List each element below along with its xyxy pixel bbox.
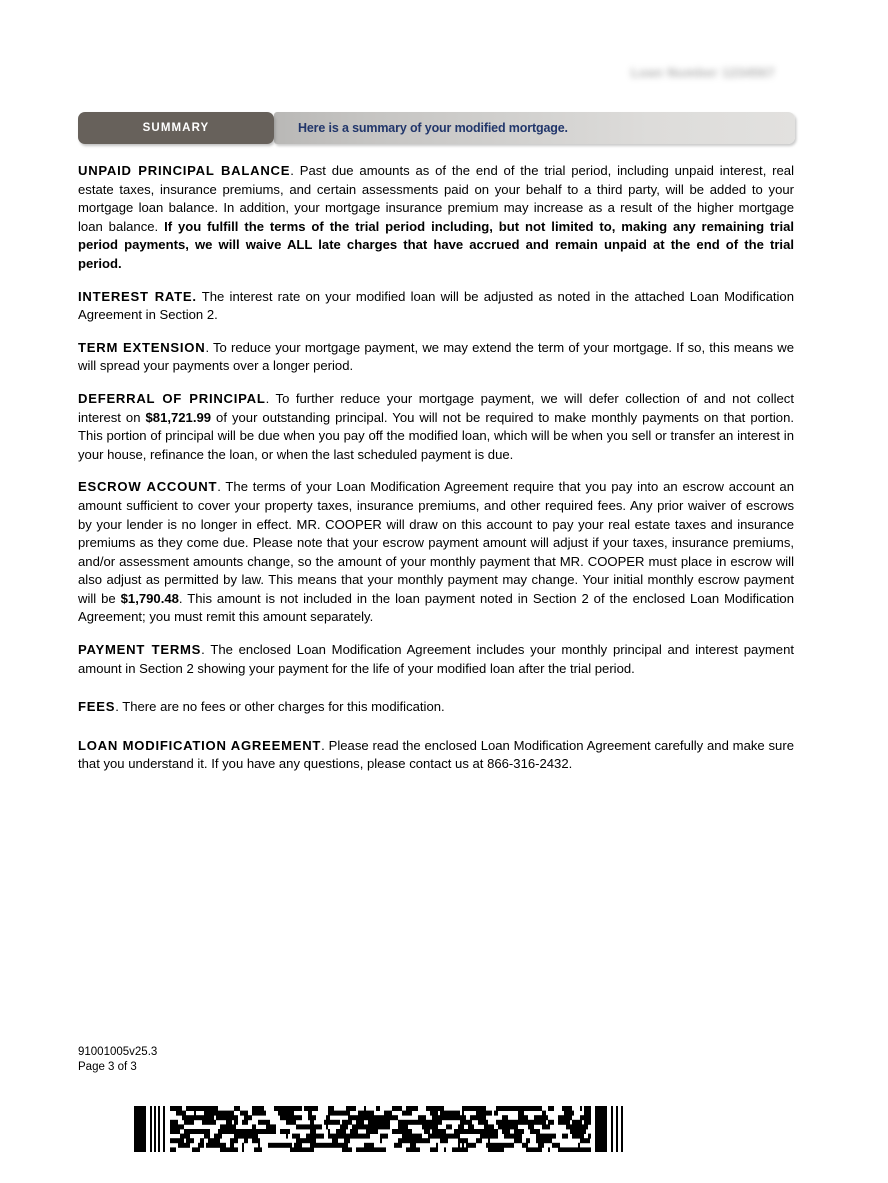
- section-payment-terms: [78, 641, 794, 678]
- section-interest-rate: [78, 288, 794, 325]
- loan-number-redacted: Loan Number 1234567: [630, 66, 776, 80]
- section-term: LOAN MODIFICATION AGREEMENT: [78, 737, 322, 753]
- section-text: . Please read the enclosed Loan Modification Agreement carefully and make sure that you understand it. If you have any questions, please contact us at 866-316-2432.: [78, 737, 794, 772]
- page-footer: [78, 1045, 157, 1074]
- section-text: . Past due amounts as of the end of the trial period, including unpaid interest, real estate taxes, insurance premiums, and certain assessments paid on your behalf to a third party, will be added to your mortgage loan balance. In addition, your mortgage insurance premium may increase as a result of the higher mortgage loan balance.: [78, 163, 794, 234]
- summary-tab: [78, 112, 274, 144]
- section-fees: [78, 698, 794, 717]
- section-text: The interest rate on your modified loan will be adjusted as noted in the attached Loan Modification Agreement in Section 2.: [78, 288, 794, 323]
- section-term: UNPAID PRINCIPAL BALANCE: [78, 163, 291, 178]
- section-text-after: . This amount is not included in the loan payment noted in Section 2 of the enclosed Loan Modification Agreement; you must remit this amount separately.: [78, 590, 794, 625]
- section-emphasis: If you fulfill the terms of the trial period including, but not limited to, making any remaining trial period payments, we will waive ALL late charges that have accrued and remain unpaid at the end of the trial period.: [78, 218, 795, 271]
- summary-header-band: [78, 112, 795, 144]
- pdf417-barcode: [132, 1106, 635, 1152]
- section-escrow-account: [78, 478, 794, 627]
- section-term: DEFERRAL OF PRINCIPAL: [78, 390, 266, 406]
- page-number: Page 3 of 3: [78, 1060, 137, 1073]
- deferred-principal-amount: $81,721.99: [145, 409, 212, 425]
- section-text: . To reduce your mortgage payment, we may extend the term of your mortgage. If so, this means we will spread your payments over a longer period.: [78, 339, 794, 374]
- section-term: ESCROW ACCOUNT: [78, 479, 218, 495]
- section-deferral-of-principal: [78, 390, 794, 464]
- section-unpaid-principal-balance: [78, 162, 794, 274]
- form-number: 91001005v25.3: [78, 1046, 158, 1058]
- section-term: PAYMENT TERMS: [78, 642, 202, 658]
- summary-tagline-bar: [274, 112, 795, 144]
- section-text: . The enclosed Loan Modification Agreement includes your monthly principal and interest payment amount in Section 2 showing your payment for the life of your modified loan after the trial period.: [78, 642, 794, 676]
- section-term: FEES: [78, 699, 116, 715]
- section-text-after: of your outstanding principal. You will not be required to make monthly payments on that portion. This portion of principal will be due when you pay off the modified loan, which will be when you sell or transfer an interest in your house, refinance the loan, or when the last scheduled payment is due.: [78, 409, 794, 462]
- section-text: . To further reduce your mortgage payment, we will defer collection of and not collect interest on: [78, 390, 794, 425]
- monthly-escrow-amount: $1,790.48: [120, 590, 179, 606]
- summary-tagline: Here is a summary of your modified mortgage.: [298, 121, 568, 135]
- section-text: . The terms of your Loan Modification Agreement require that you pay into an escrow account an amount sufficient to cover your property taxes, insurance premiums, and other required fees. Any prior waiver of escrows by your lender is no longer in effect. MR. COOPER will draw on this account to pay your real estate taxes and insurance premiums as they come due. Please note that your escrow payment amount will adjust if your taxes, insurance premiums, and/or assessment amounts change, so the amount of your monthly payment that MR. COOPER must place in escrow will also adjust as permitted by law. This means that your monthly payment may change. Your initial monthly escrow payment will be: [78, 479, 794, 606]
- section-loan-modification-agreement: [78, 737, 794, 774]
- document-body: [78, 162, 794, 774]
- section-text: . There are no fees or other charges for this modification.: [115, 699, 445, 715]
- section-term-extension: [78, 339, 794, 376]
- section-term: TERM EXTENSION: [78, 339, 206, 355]
- summary-tab-label: SUMMARY: [142, 122, 210, 134]
- section-term: INTEREST RATE.: [78, 288, 197, 304]
